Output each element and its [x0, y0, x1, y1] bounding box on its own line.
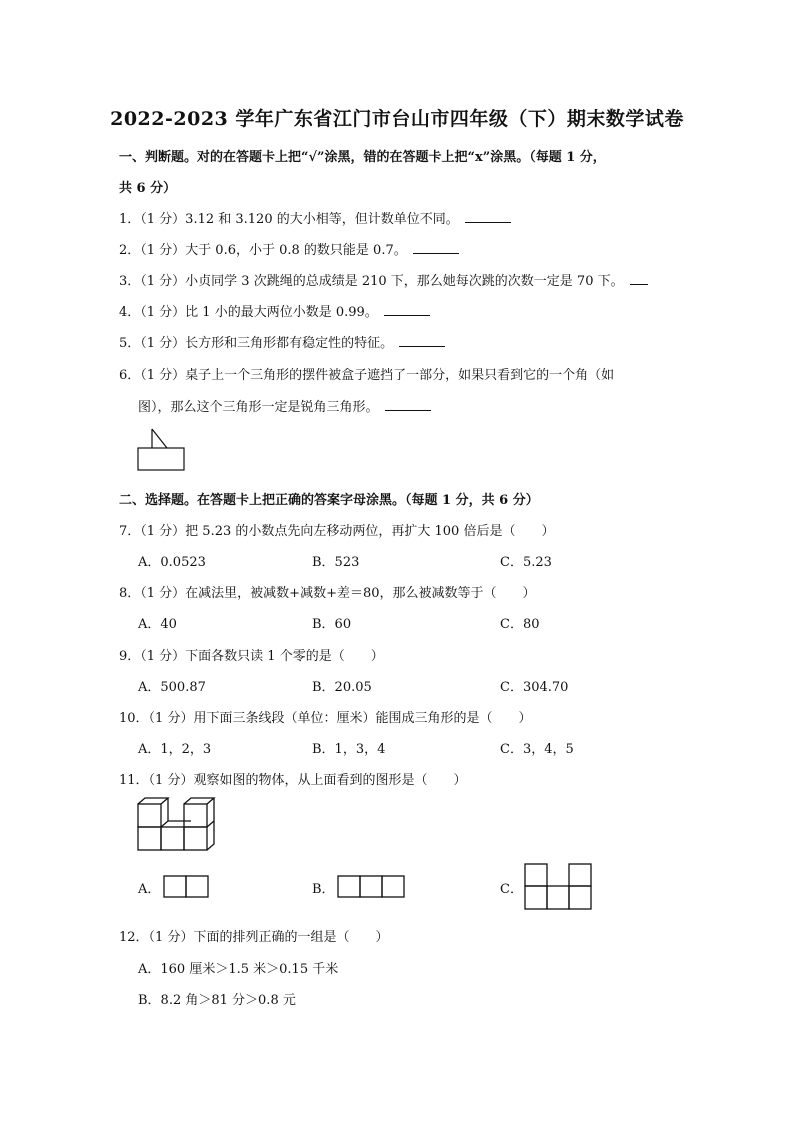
option-a-two-squares-figure: [163, 875, 209, 899]
option-b-three-squares-figure: [337, 875, 405, 899]
question-7-option-a[interactable]: A．0.0523: [138, 555, 206, 570]
question-12: 12．（1 分）下面的排列正确的一组是（ ）: [119, 930, 389, 945]
question-12-option-b[interactable]: B．8.2 角＞81 分＞0.8 元: [138, 993, 296, 1008]
question-7-option-c[interactable]: C．5.23: [500, 555, 552, 570]
answer-blank: [399, 334, 445, 347]
question-5-text: 5．（1 分）长方形和三角形都有稳定性的特征。: [119, 336, 394, 351]
question-10-option-c[interactable]: C．3，4，5: [500, 742, 574, 757]
question-10-option-a[interactable]: A．1，2，3: [138, 742, 212, 757]
section-1-heading-cont: 共 6 分）: [119, 181, 177, 196]
question-1: [119, 208, 511, 227]
hidden-triangle-figure: [137, 428, 187, 474]
question-11-option-a[interactable]: A．: [138, 882, 161, 897]
question-11-option-c[interactable]: C．: [500, 882, 523, 897]
section-1-heading: 一、判断题。对的在答题卡上把“√”涂黑，错的在答题卡上把“x”涂黑。（每题 1 分，: [119, 150, 606, 165]
question-1-text: 1．（1 分）3.12 和 3.120 的大小相等，但计数单位不同。: [119, 212, 459, 227]
answer-blank: [385, 398, 431, 411]
cube-stack-figure: [137, 797, 217, 853]
question-4-text: 4．（1 分）比 1 小的最大两位小数是 0.99。: [119, 305, 378, 320]
question-3: [119, 270, 648, 289]
question-5: [119, 332, 445, 351]
answer-blank: [413, 241, 459, 254]
question-4: [119, 301, 430, 320]
question-9-option-a[interactable]: A．500.87: [138, 680, 206, 695]
question-3-text: 3．（1 分）小贞同学 3 次跳绳的总成绩是 210 下，那么她每次跳的次数一定是 70 下。: [119, 274, 624, 289]
question-11: 11．（1 分）观察如图的物体，从上面看到的图形是（ ）: [119, 773, 467, 788]
question-10-option-b[interactable]: B．1，3，4: [312, 742, 386, 757]
answer-blank: [384, 303, 430, 316]
question-11-option-b[interactable]: B．: [312, 882, 335, 897]
page-title: 2022-2023 学年广东省江门市台山市四年级（下）期末数学试卷: [110, 108, 684, 130]
question-9: 9．（1 分）下面各数只读 1 个零的是（ ）: [119, 649, 384, 664]
answer-blank: [465, 210, 511, 223]
question-8: 8．（1 分）在减法里，被减数+减数+差＝80，那么被减数等于（ ）: [119, 586, 536, 601]
question-8-option-c[interactable]: C．80: [500, 617, 540, 632]
question-6-text: 图），那么这个三角形一定是锐角三角形。: [138, 400, 379, 415]
question-7: 7．（1 分）把 5.23 的小数点先向左移动两位，再扩大 100 倍后是（ ）: [119, 524, 555, 539]
question-9-option-b[interactable]: B．20.05: [312, 680, 372, 695]
section-2-heading: 二、选择题。在答题卡上把正确的答案字母涂黑。（每题 1 分，共 6 分）: [119, 493, 539, 508]
question-6-line-2: [138, 396, 431, 415]
question-8-option-a[interactable]: A．40: [138, 617, 177, 632]
question-2-text: 2．（1 分）大于 0.6，小于 0.8 的数只能是 0.7。: [119, 243, 407, 258]
question-2: [119, 239, 459, 258]
question-10: 10．（1 分）用下面三条线段（单位：厘米）能围成三角形的是（ ）: [119, 711, 532, 726]
question-9-option-c[interactable]: C．304.70: [500, 680, 569, 695]
option-c-u-shape-figure: [524, 863, 592, 911]
question-8-option-b[interactable]: B．60: [312, 617, 352, 632]
question-12-option-a[interactable]: A．160 厘米＞1.5 米＞0.15 千米: [138, 962, 339, 977]
question-7-option-b[interactable]: B．523: [312, 555, 360, 570]
question-6-line-1: 6．（1 分）桌子上一个三角形的摆件被盒子遮挡了一部分，如果只看到它的一个角（如: [119, 368, 615, 383]
answer-blank: [630, 272, 648, 285]
